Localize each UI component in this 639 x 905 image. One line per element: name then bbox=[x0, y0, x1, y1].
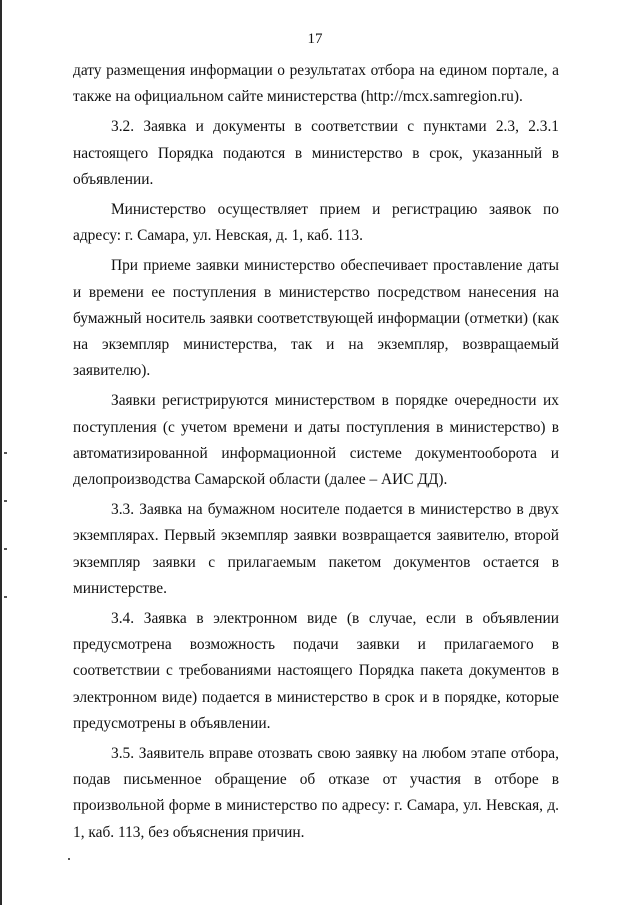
scan-speck bbox=[4, 596, 7, 598]
scan-speck bbox=[4, 548, 7, 550]
paragraph-3-2: 3.2. Заявка и документы в соответствии с пунктами 2.3, 2.3.1 настоящего Порядка подаются в министерство в срок, указанный в объявлении. bbox=[73, 118, 559, 188]
scan-speck bbox=[68, 858, 70, 860]
paragraph-3-5: 3.5. Заявитель вправе отозвать свою заявку на любом этапе отбора, подав письменное обращение об отказе от участия в отборе в произвольной форме в министерство по адресу: г. Самара, ул. Невская, д. 1, каб. 113, без объяснения причин. bbox=[73, 745, 559, 841]
paragraph-3-3: 3.3. Заявка на бумажном носителе подается в министерство в двух экземплярах. Первый экземпляр заявки возвращается заявителю, второй экземпляр заявки с прилагаемым пакетом документов остается в министерстве. bbox=[73, 501, 559, 597]
scan-speck bbox=[4, 452, 7, 454]
paragraph-registration-order: Заявки регистрируются министерством в порядке очередности их поступления (с учетом времени и даты поступления в министерство) в автоматизированной информационной системе документооборота и делопроизводства Самарской области (далее – АИС ДД). bbox=[73, 392, 559, 489]
paragraph-continuation: дату размещения информации о результатах отбора на едином портале, а также на официальном сайте министерства (http://mcx.samregion.ru). bbox=[73, 62, 559, 106]
paragraph-receipt-date: При приеме заявки министерство обеспечивает проставление даты и времени ее поступления в министерство посредством нанесения на бумажный носитель заявки соответствующей информации (отметки) (как на экземпляр министерства, так и на экземпляр, возвращаемый заявителю). bbox=[73, 257, 559, 380]
page-number: 17 bbox=[307, 31, 323, 47]
scan-left-edge bbox=[0, 0, 2, 905]
body-text bbox=[73, 58, 559, 850]
paragraph-registration-address: Министерство осуществляет прием и регистрацию заявок по адресу: г. Самара, ул. Невская, д. 1, каб. 113. bbox=[73, 201, 559, 245]
scan-speck bbox=[4, 500, 7, 502]
paragraph-3-4: 3.4. Заявка в электронном виде (в случае, если в объявлении предусмотрена возможность подачи заявки и прилагаемого в соответствии с требованиями настоящего Порядка пакета документов в электронном виде) подается в министерство в срок и в порядке, которые предусмотрены в объявлении. bbox=[73, 610, 559, 732]
